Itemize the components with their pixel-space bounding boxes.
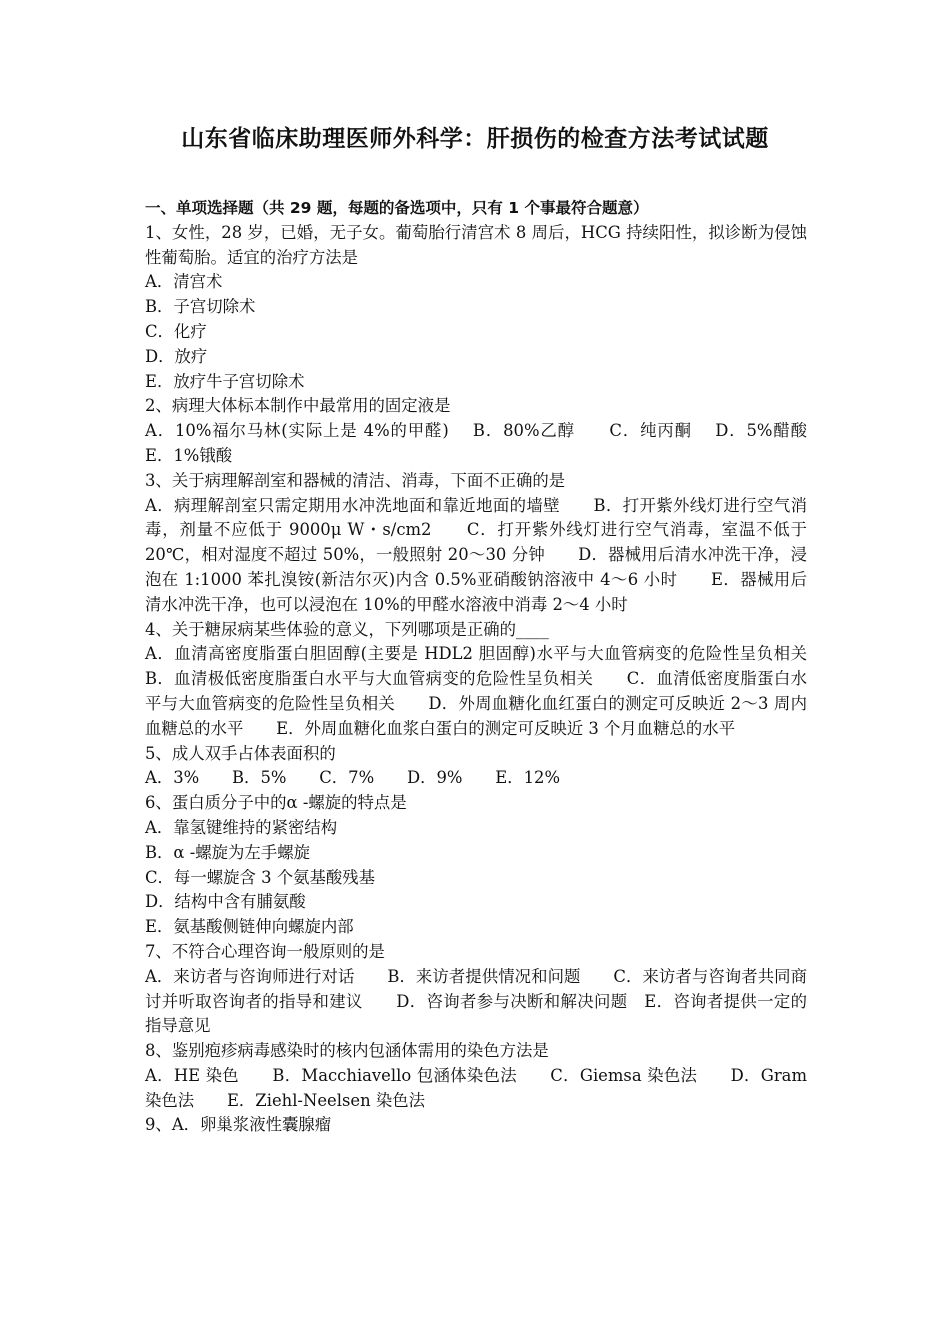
text-line: 8、鉴别疱疹病毒感染时的核内包涵体需用的染色方法是 [145, 1041, 549, 1061]
page-title: 山东省临床助理医师外科学：肝损伤的检查方法考试试题 [181, 126, 769, 152]
text-line: B．子宫切除术 [145, 297, 256, 317]
text-line: A．清宫术 [145, 272, 223, 292]
text-line: 3、关于病理解剖室和器械的清洁、消毒，下面不正确的是 [145, 470, 566, 490]
text-line: 2、病理大体标本制作中最常用的固定液是 [145, 396, 451, 416]
text-line: A．10%福尔马林(实际上是 4%的甲醛) B．80%乙醇 C．纯丙酮 D．5%醋酸 E．1%锇酸 [145, 421, 840, 465]
text-line: 4、关于糖尿病某些体验的意义，下列哪项是正确的____ [145, 619, 549, 639]
text-line: B．α -螺旋为左手螺旋 [145, 842, 310, 862]
text-line: 5、成人双手占体表面积的 [145, 743, 336, 763]
text-line: C．化疗 [145, 321, 207, 341]
text-line: D．结构中含有脯氨酸 [145, 892, 306, 912]
document-body [145, 196, 840, 1138]
text-line: 6、蛋白质分子中的α -螺旋的特点是 [145, 793, 407, 813]
text-line: 9、A．卵巢浆液性囊腺瘤 [145, 1115, 332, 1135]
text-line: D．放疗 [145, 346, 208, 366]
text-line: A．靠氢键维持的紧密结构 [145, 817, 338, 837]
text-line: 1、女性，28 岁，已婚，无子女。葡萄胎行清宫术 8 周后，HCG 持续阳性，拟诊断为侵蚀性葡萄胎。适宜的治疗方法是 [145, 222, 807, 267]
text-line: E．放疗牛子宫切除术 [145, 371, 305, 391]
text-line: A．HE 染色 B．Macchiavello 包涵体染色法 C．Giemsa 染色法 D．Gram 染色法 E．Ziehl-Neelsen 染色法 [145, 1065, 807, 1110]
text-line: C．每一螺旋含 3 个氨基酸残基 [145, 867, 376, 887]
text-line: A．病理解剖室只需定期用水冲洗地面和靠近地面的墙壁 B．打开紫外线灯进行空气消毒，剂量不应低于 9000μ W・s/cm2 C．打开紫外线灯进行空气消毒，室温不低于 20℃，相对湿度不超过 50%，一般照射 20～30 分钟 D．器械用后清水冲洗干净，浸泡在 1:1000 苯扎溴铵(新洁尔灭)内含 0.5%亚硝酸钠溶液中 4～6 小时 E．器械用后清水冲洗干净，也可以浸泡在 10%的甲醛水溶液中消毒 2～4 小时 [145, 495, 807, 614]
text-line: A．3% B．5% C．7% D．9% E．12% [145, 768, 561, 788]
text-line: 7、不符合心理咨询一般原则的是 [145, 941, 385, 961]
section-header: 一、单项选择题（共 29 题，每题的备选项中，只有 1 个事最符合题意） [145, 199, 649, 217]
text-line: A．血清高密度脂蛋白胆固醇(主要是 HDL2 胆固醇)水平与大血管病变的危险性呈负相关 B．血清极低密度脂蛋白水平与大血管病变的危险性呈负相关 C．血清低密度脂蛋白水平与大血管病变的危险性呈负相关 D．外周血糖化血红蛋白的测定可反映近 2～3 周内血糖总的水平 E．外周血糖化血浆白蛋白的测定可反映近 3 个月血糖总的水平 [145, 644, 840, 738]
text-line: E．氨基酸侧链伸向螺旋内部 [145, 917, 354, 937]
text-line: A．来访者与咨询师进行对话 B．来访者提供情况和问题 C．来访者与咨询者共同商讨并听取咨询者的指导和建议 D．咨询者参与决断和解决问题 E．咨询者提供一定的指导意见 [145, 966, 807, 1036]
